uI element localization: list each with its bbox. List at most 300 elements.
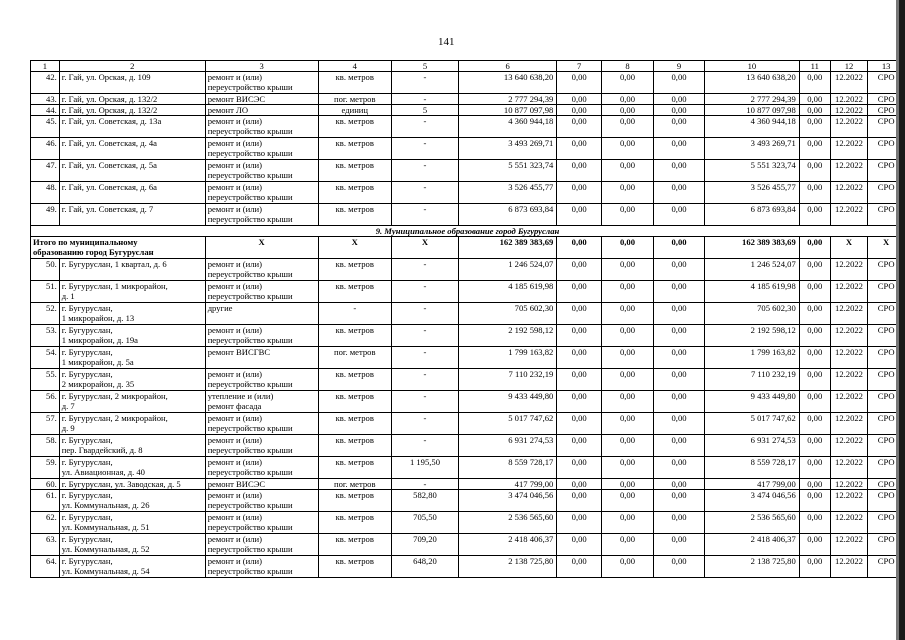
fund-cell: 0,00 [557,369,602,391]
address-cell-line: ул. Авиационная, д. 40 [61,467,145,477]
fund-cell: 0,00 [557,413,602,435]
quantity-cell: 709,20 [391,534,458,556]
address-cell-line: г. Бугуруслан, [61,512,113,522]
table-row [31,369,905,391]
regional-budget-cell: 0,00 [602,457,654,479]
deadline-cell: 12.2022 [830,347,868,369]
method-cell: СРО [868,281,905,303]
address-cell [59,116,205,138]
table-row [31,325,905,347]
column-number: 6 [458,61,556,72]
address-cell-line: г. Гай, ул. Советская, д. 4а [61,138,158,148]
work-type-cell-line: ремонт и (или) [207,534,262,544]
other-funds-cell: 0,00 [799,556,830,578]
other-funds-cell: 0,00 [799,369,830,391]
work-type-cell-line: переустройство крыши [207,214,293,224]
owners-funds-cell: 13 640 638,20 [705,72,800,94]
regional-budget-cell: 0,00 [602,479,654,490]
method-cell: СРО [868,457,905,479]
unit-cell: кв. метров [318,138,391,160]
deadline-cell: 12.2022 [830,534,868,556]
unit-cell: кв. метров [318,391,391,413]
total-cost-cell: 2 536 565,60 [458,512,556,534]
table-row [31,534,905,556]
local-budget-cell: 0,00 [653,435,704,457]
total-c5: Х [391,237,458,259]
total-cost-cell: 7 110 232,19 [458,369,556,391]
table-row [31,347,905,369]
other-funds-cell: 0,00 [799,281,830,303]
quantity-cell: - [391,347,458,369]
work-type-cell-line: ремонт и (или) [207,457,262,467]
total-cost-cell: 10 877 097,98 [458,105,556,116]
deadline-cell: 12.2022 [830,391,868,413]
other-funds-cell: 0,00 [799,479,830,490]
work-type-cell [205,182,318,204]
regional-budget-cell: 0,00 [602,556,654,578]
row-number: 57. [31,413,60,435]
table-row [31,72,905,94]
regional-budget-cell: 0,00 [602,105,654,116]
local-budget-cell: 0,00 [653,281,704,303]
scan-edge [899,0,905,640]
address-cell [59,94,205,105]
method-cell: СРО [868,435,905,457]
regional-budget-cell: 0,00 [602,116,654,138]
work-type-cell-line: ремонт и (или) [207,512,262,522]
fund-cell: 0,00 [557,303,602,325]
fund-cell: 0,00 [557,556,602,578]
owners-funds-cell: 2 138 725,80 [705,556,800,578]
other-funds-cell: 0,00 [799,259,830,281]
address-cell [59,105,205,116]
work-type-cell-line: переустройство крыши [207,269,293,279]
unit-cell: кв. метров [318,512,391,534]
quantity-cell: - [391,204,458,226]
quantity-cell: 5 [391,105,458,116]
owners-funds-cell: 8 559 728,17 [705,457,800,479]
table-row [31,160,905,182]
unit-cell: единиц [318,105,391,116]
deadline-cell: 12.2022 [830,94,868,105]
owners-funds-cell: 6 931 274,53 [705,435,800,457]
deadline-cell: 12.2022 [830,457,868,479]
total-c7: 0,00 [557,237,602,259]
total-cost-cell: 3 474 046,56 [458,490,556,512]
table-row [31,204,905,226]
fund-cell: 0,00 [557,204,602,226]
address-cell-line: 1 микрорайон, д. 19а [61,335,138,345]
total-cost-cell: 8 559 728,17 [458,457,556,479]
regional-budget-cell: 0,00 [602,512,654,534]
total-cost-cell: 2 138 725,80 [458,556,556,578]
address-cell-line: д. 7 [61,401,75,411]
work-type-cell-line: переустройство крыши [207,291,293,301]
local-budget-cell: 0,00 [653,534,704,556]
row-number: 43. [31,94,60,105]
address-cell-line: 1 микрорайон, д. 13 [61,313,135,323]
quantity-cell: - [391,369,458,391]
address-cell [59,490,205,512]
unit-cell: кв. метров [318,534,391,556]
quantity-cell: - [391,259,458,281]
other-funds-cell: 0,00 [799,303,830,325]
work-type-cell-line: переустройство крыши [207,192,293,202]
local-budget-cell: 0,00 [653,105,704,116]
local-budget-cell: 0,00 [653,479,704,490]
address-cell-line: г. Бугуруслан, [61,556,113,566]
work-type-cell-line: переустройство крыши [207,544,293,554]
owners-funds-cell: 9 433 449,80 [705,391,800,413]
owners-funds-cell: 2 192 598,12 [705,325,800,347]
work-type-cell [205,347,318,369]
method-cell: СРО [868,391,905,413]
work-type-cell-line: ремонт и (или) [207,556,262,566]
address-cell-line: г. Бугуруслан, [61,325,113,335]
method-cell: СРО [868,303,905,325]
regional-budget-cell: 0,00 [602,325,654,347]
quantity-cell: - [391,138,458,160]
method-cell: СРО [868,138,905,160]
work-type-cell-line: ремонт и (или) [207,160,262,170]
unit-cell: кв. метров [318,72,391,94]
address-cell-line: г. Гай, ул. Советская, д. 7 [61,204,154,214]
total-cost-cell: 6 873 693,84 [458,204,556,226]
work-type-cell [205,325,318,347]
total-c3: Х [205,237,318,259]
address-cell-line: 1 микрорайон, д. 5а [61,357,134,367]
owners-funds-cell: 3 526 455,77 [705,182,800,204]
work-type-cell [205,138,318,160]
row-number: 49. [31,204,60,226]
work-type-cell-line: ремонт ВИСЭС [207,94,266,104]
owners-funds-cell: 6 873 693,84 [705,204,800,226]
work-type-cell [205,105,318,116]
unit-cell: кв. метров [318,490,391,512]
row-number: 45. [31,116,60,138]
other-funds-cell: 0,00 [799,347,830,369]
regional-budget-cell: 0,00 [602,160,654,182]
deadline-cell: 12.2022 [830,182,868,204]
work-type-cell [205,369,318,391]
local-budget-cell: 0,00 [653,325,704,347]
address-cell [59,182,205,204]
row-number: 61. [31,490,60,512]
deadline-cell: 12.2022 [830,435,868,457]
unit-cell: кв. метров [318,556,391,578]
fund-cell: 0,00 [557,490,602,512]
total-c10: 162 389 383,69 [705,237,800,259]
local-budget-cell: 0,00 [653,116,704,138]
work-type-cell-line: ремонт ЛО [207,105,249,115]
column-number: 3 [205,61,318,72]
regional-budget-cell: 0,00 [602,369,654,391]
total-cost-cell: 6 931 274,53 [458,435,556,457]
total-c11: 0,00 [799,237,830,259]
work-type-cell-line: переустройство крыши [207,379,293,389]
quantity-cell: 1 195,50 [391,457,458,479]
method-cell: СРО [868,490,905,512]
work-type-cell [205,72,318,94]
address-cell [59,391,205,413]
work-type-cell-line: переустройство крыши [207,170,293,180]
regional-budget-cell: 0,00 [602,413,654,435]
table-row [31,94,905,105]
other-funds-cell: 0,00 [799,160,830,182]
table-row [31,281,905,303]
column-number: 12 [830,61,868,72]
other-funds-cell: 0,00 [799,182,830,204]
address-cell-line: г. Гай, ул. Советская, д. 6а [61,182,158,192]
local-budget-cell: 0,00 [653,204,704,226]
total-cost-cell: 417 799,00 [458,479,556,490]
address-cell [59,72,205,94]
row-number: 60. [31,479,60,490]
table-row [31,182,905,204]
other-funds-cell: 0,00 [799,204,830,226]
address-cell [59,479,205,490]
owners-funds-cell: 2 418 406,37 [705,534,800,556]
method-cell: СРО [868,347,905,369]
table-row [31,105,905,116]
local-budget-cell: 0,00 [653,72,704,94]
other-funds-cell: 0,00 [799,391,830,413]
fund-cell: 0,00 [557,116,602,138]
regional-budget-cell: 0,00 [602,303,654,325]
table-row [31,479,905,490]
regional-budget-cell: 0,00 [602,281,654,303]
method-cell: СРО [868,325,905,347]
total-c13: Х [868,237,905,259]
work-type-cell-line: ремонт и (или) [207,413,262,423]
work-type-cell-line: ремонт и (или) [207,369,262,379]
regional-budget-cell: 0,00 [602,72,654,94]
other-funds-cell: 0,00 [799,413,830,435]
fund-cell: 0,00 [557,94,602,105]
address-cell [59,435,205,457]
owners-funds-cell: 5 017 747,62 [705,413,800,435]
owners-funds-cell: 3 493 269,71 [705,138,800,160]
work-type-cell [205,534,318,556]
unit-cell: кв. метров [318,413,391,435]
quantity-cell: 582,80 [391,490,458,512]
total-c4: Х [318,237,391,259]
local-budget-cell: 0,00 [653,457,704,479]
unit-cell: пог. метров [318,347,391,369]
owners-funds-cell: 5 551 323,74 [705,160,800,182]
unit-cell: кв. метров [318,435,391,457]
table-row [31,512,905,534]
column-number-row [31,61,905,72]
row-number: 46. [31,138,60,160]
work-type-cell-line: переустройство крыши [207,522,293,532]
regional-budget-cell: 0,00 [602,534,654,556]
unit-cell: кв. метров [318,325,391,347]
address-cell [59,534,205,556]
quantity-cell: 705,50 [391,512,458,534]
address-cell [59,204,205,226]
quantity-cell: - [391,116,458,138]
column-number: 9 [653,61,704,72]
work-type-cell-line: ремонт и (или) [207,138,262,148]
local-budget-cell: 0,00 [653,391,704,413]
address-cell-line: г. Бугуруслан, 2 микрорайон, [61,391,168,401]
total-label-line: образованию город Бугуруслан [33,247,154,257]
work-type-cell-line: переустройство крыши [207,335,293,345]
regional-budget-cell: 0,00 [602,138,654,160]
row-number: 58. [31,435,60,457]
address-cell-line: ул. Коммунальная, д. 26 [61,500,150,510]
total-cost-cell: 3 526 455,77 [458,182,556,204]
total-cost-cell: 5 017 747,62 [458,413,556,435]
fund-cell: 0,00 [557,259,602,281]
other-funds-cell: 0,00 [799,94,830,105]
quantity-cell: - [391,160,458,182]
row-number: 59. [31,457,60,479]
total-cost-cell: 4 360 944,18 [458,116,556,138]
local-budget-cell: 0,00 [653,160,704,182]
local-budget-cell: 0,00 [653,556,704,578]
local-budget-cell: 0,00 [653,138,704,160]
local-budget-cell: 0,00 [653,303,704,325]
address-cell-line: ул. Коммунальная, д. 52 [61,544,150,554]
address-cell [59,512,205,534]
quantity-cell: 648,20 [391,556,458,578]
address-cell [59,347,205,369]
work-type-cell-line: ремонт и (или) [207,259,262,269]
local-budget-cell: 0,00 [653,259,704,281]
quantity-cell: - [391,391,458,413]
total-cost-cell: 3 493 269,71 [458,138,556,160]
regional-budget-cell: 0,00 [602,490,654,512]
method-cell: СРО [868,182,905,204]
quantity-cell: - [391,413,458,435]
fund-cell: 0,00 [557,512,602,534]
deadline-cell: 12.2022 [830,556,868,578]
address-cell-line: ул. Коммунальная, д. 54 [61,566,150,576]
unit-cell: кв. метров [318,204,391,226]
address-cell-line: г. Бугуруслан, ул. Заводская, д. 5 [61,479,181,489]
address-cell-line: д. 1 [61,291,75,301]
total-cost-cell: 705 602,30 [458,303,556,325]
other-funds-cell: 0,00 [799,534,830,556]
work-type-cell-line: переустройство крыши [207,423,293,433]
fund-cell: 0,00 [557,138,602,160]
total-cost-cell: 9 433 449,80 [458,391,556,413]
unit-cell: кв. метров [318,182,391,204]
address-cell-line: г. Бугуруслан, [61,347,113,357]
address-cell-line: г. Гай, ул. Орская, д. 109 [61,72,151,82]
address-cell-line: ул. Коммунальная, д. 51 [61,522,150,532]
unit-cell: кв. метров [318,369,391,391]
work-type-cell-line: утепление и (или) [207,391,274,401]
total-cost-cell: 5 551 323,74 [458,160,556,182]
address-cell-line: г. Гай, ул. Орская, д. 132/2 [61,105,158,115]
unit-cell: кв. метров [318,259,391,281]
address-cell-line: г. Бугуруслан, [61,369,113,379]
other-funds-cell: 0,00 [799,512,830,534]
total-cost-cell: 4 185 619,98 [458,281,556,303]
address-cell [59,413,205,435]
total-cost-cell: 2 418 406,37 [458,534,556,556]
regional-budget-cell: 0,00 [602,435,654,457]
fund-cell: 0,00 [557,391,602,413]
deadline-cell: 12.2022 [830,72,868,94]
address-cell [59,556,205,578]
quantity-cell: - [391,435,458,457]
table-row [31,457,905,479]
other-funds-cell: 0,00 [799,138,830,160]
address-cell [59,138,205,160]
deadline-cell: 12.2022 [830,116,868,138]
unit-cell: кв. метров [318,116,391,138]
local-budget-cell: 0,00 [653,347,704,369]
address-cell-line: г. Бугуруслан, 1 микрорайон, [61,281,168,291]
other-funds-cell: 0,00 [799,105,830,116]
method-cell: СРО [868,204,905,226]
table-row [31,490,905,512]
table-row [31,303,905,325]
work-type-cell-line: переустройство крыши [207,566,293,576]
total-c12: Х [830,237,868,259]
owners-funds-cell: 417 799,00 [705,479,800,490]
other-funds-cell: 0,00 [799,490,830,512]
total-cost-cell: 2 777 294,39 [458,94,556,105]
work-type-cell-line: ремонт и (или) [207,325,262,335]
address-cell [59,303,205,325]
deadline-cell: 12.2022 [830,490,868,512]
total-label [31,237,206,259]
row-number: 51. [31,281,60,303]
table-row [31,413,905,435]
work-type-cell-line: ремонт и (или) [207,490,262,500]
row-number: 54. [31,347,60,369]
deadline-cell: 12.2022 [830,369,868,391]
work-type-cell-line: переустройство крыши [207,445,293,455]
address-cell [59,160,205,182]
regional-budget-cell: 0,00 [602,259,654,281]
fund-cell: 0,00 [557,160,602,182]
table-row [31,138,905,160]
fund-cell: 0,00 [557,435,602,457]
work-type-cell [205,413,318,435]
unit-cell: - [318,303,391,325]
row-number: 47. [31,160,60,182]
row-number: 64. [31,556,60,578]
work-type-cell [205,512,318,534]
method-cell: СРО [868,413,905,435]
repair-program-table [30,60,905,578]
fund-cell: 0,00 [557,72,602,94]
column-number: 1 [31,61,60,72]
deadline-cell: 12.2022 [830,204,868,226]
method-cell: СРО [868,160,905,182]
address-cell-line: д. 9 [61,423,75,433]
total-c9: 0,00 [653,237,704,259]
work-type-cell-line: переустройство крыши [207,126,293,136]
other-funds-cell: 0,00 [799,457,830,479]
column-number: 13 [868,61,905,72]
method-cell: СРО [868,72,905,94]
local-budget-cell: 0,00 [653,369,704,391]
row-number: 62. [31,512,60,534]
work-type-cell [205,160,318,182]
total-label-line: Итого по муниципальному [33,237,138,247]
work-type-cell-line: переустройство крыши [207,148,293,158]
work-type-cell [205,94,318,105]
other-funds-cell: 0,00 [799,72,830,94]
method-cell: СРО [868,534,905,556]
